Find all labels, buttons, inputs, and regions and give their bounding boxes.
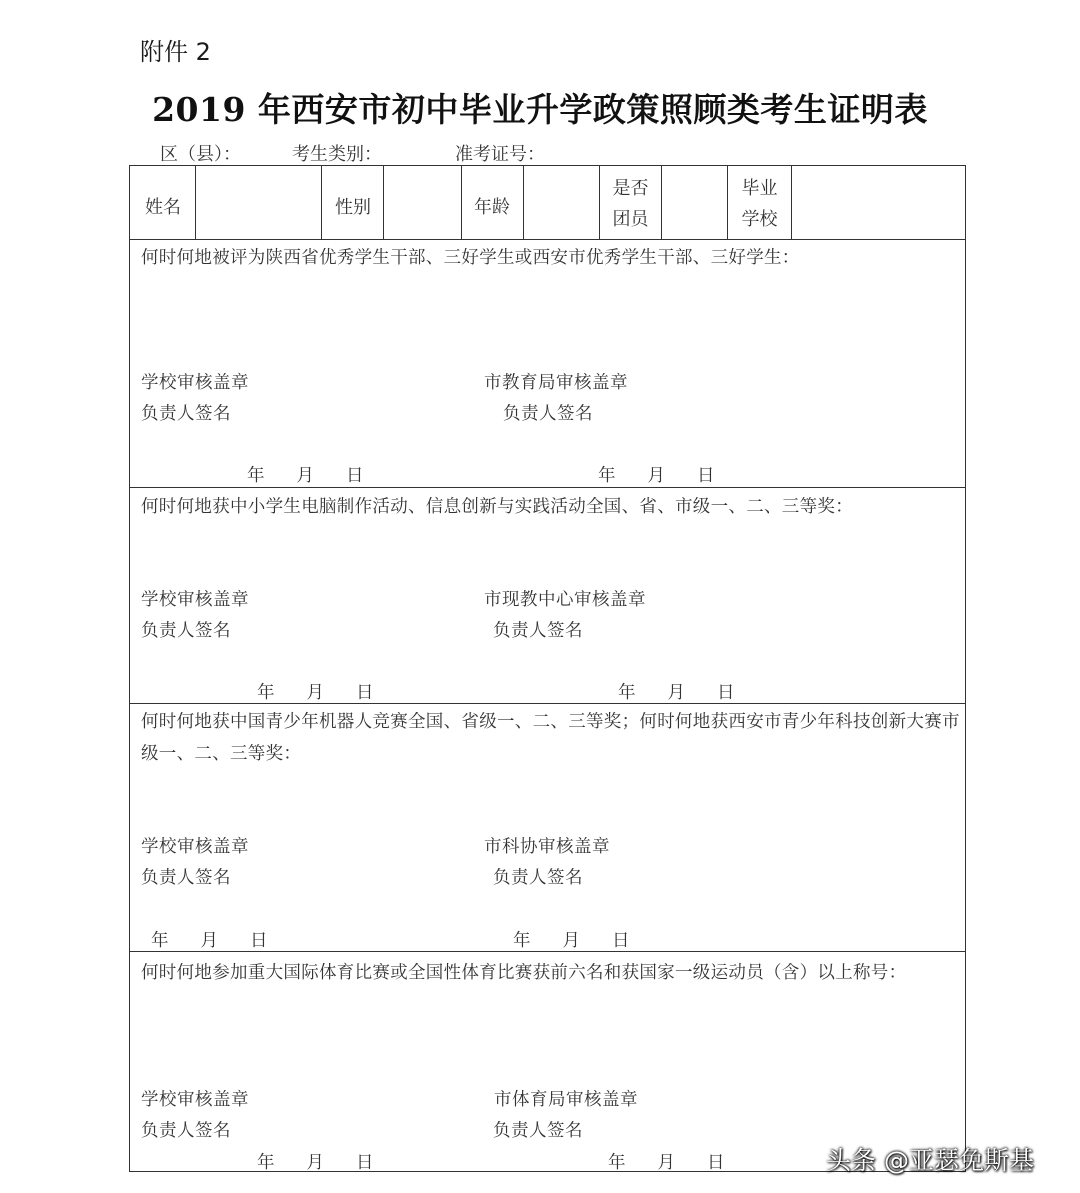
date-year: 年 <box>247 466 265 486</box>
authority-signature-label: 负责人签名 <box>503 404 593 424</box>
school-signature-label: 负责人签名 <box>141 1121 231 1141</box>
date-year: 年 <box>257 683 275 703</box>
date-day: 日 <box>356 683 374 703</box>
category-label: 考生类别： <box>292 144 382 165</box>
date-month: 月 <box>657 1153 675 1173</box>
gender-value-cell[interactable] <box>385 166 460 238</box>
age-label: 年龄 <box>474 197 510 218</box>
date-day: 日 <box>250 931 268 951</box>
date-month: 月 <box>306 683 324 703</box>
date-year: 年 <box>151 931 169 951</box>
school-review-stamp: 学校审核盖章 <box>141 373 249 393</box>
date-year: 年 <box>257 1153 275 1173</box>
date-year: 年 <box>598 466 616 486</box>
divider <box>130 239 965 240</box>
school-signature-label: 负责人签名 <box>141 404 231 424</box>
divider <box>383 166 384 239</box>
annex-label: 附件 2 <box>140 38 211 66</box>
graduate-school-value-cell[interactable] <box>793 166 964 238</box>
school-review-stamp: 学校审核盖章 <box>141 1090 249 1110</box>
divider <box>523 166 524 239</box>
date-month: 月 <box>200 931 218 951</box>
graduate-school-label-line1: 毕业 <box>741 178 778 199</box>
certificate-table <box>129 165 966 1172</box>
league-member-label-line2: 团员 <box>612 209 649 230</box>
school-signature-label: 负责人签名 <box>141 621 231 641</box>
school-date <box>151 927 268 952</box>
divider <box>195 166 196 239</box>
name-label: 姓名 <box>145 197 181 218</box>
graduate-school-label <box>728 173 791 235</box>
divider <box>130 703 965 704</box>
divider <box>461 166 462 239</box>
school-date <box>257 1149 374 1174</box>
authority-date <box>618 679 735 704</box>
date-month: 月 <box>306 1153 324 1173</box>
date-year: 年 <box>513 931 531 951</box>
date-day: 日 <box>346 466 364 486</box>
section-question: 何时何地获中小学生电脑制作活动、信息创新与实践活动全国、省、市级一、二、三等奖： <box>141 497 853 517</box>
authority-signature-label: 负责人签名 <box>493 868 583 888</box>
authority-date <box>598 462 715 487</box>
date-month: 月 <box>647 466 665 486</box>
date-day: 日 <box>717 683 735 703</box>
divider <box>791 166 792 239</box>
divider <box>661 166 662 239</box>
date-day: 日 <box>697 466 715 486</box>
authority-review-stamp: 市科协审核盖章 <box>484 837 610 857</box>
school-review-stamp: 学校审核盖章 <box>141 590 249 610</box>
source-watermark: 头条 @亚瑟免斯基 <box>826 1146 1034 1175</box>
date-month: 月 <box>562 931 580 951</box>
date-day: 日 <box>356 1153 374 1173</box>
authority-date <box>608 1149 725 1174</box>
section-question: 何时何地被评为陕西省优秀学生干部、三好学生或西安市优秀学生干部、三好学生： <box>141 248 800 268</box>
name-value-cell[interactable] <box>197 166 320 238</box>
graduate-school-label-line2: 学校 <box>741 209 778 230</box>
authority-review-stamp: 市体育局审核盖章 <box>494 1090 638 1110</box>
divider <box>321 166 322 239</box>
school-review-stamp: 学校审核盖章 <box>141 837 249 857</box>
date-year: 年 <box>608 1153 626 1173</box>
authority-date <box>513 927 630 952</box>
section-question: 何时何地获中国青少年机器人竞赛全国、省级一、二、三等奖；何时何地获西安市青少年科技创新大赛市级一、二、三等奖： <box>141 712 960 764</box>
school-signature-label: 负责人签名 <box>141 868 231 888</box>
divider <box>130 487 965 488</box>
league-member-label-line1: 是否 <box>612 178 649 199</box>
school-date <box>247 462 364 487</box>
league-member-label <box>600 173 661 235</box>
form-title: 2019 年西安市初中毕业升学政策照顾类考生证明表 <box>152 90 928 129</box>
authority-review-stamp: 市教育局审核盖章 <box>484 373 628 393</box>
school-date <box>257 679 374 704</box>
authority-signature-label: 负责人签名 <box>493 1121 583 1141</box>
authority-signature-label: 负责人签名 <box>493 621 583 641</box>
date-year: 年 <box>618 683 636 703</box>
league-member-value-cell[interactable] <box>663 166 726 238</box>
district-label: 区（县）： <box>160 144 241 165</box>
exam-number-label: 准考证号： <box>455 144 545 165</box>
age-value-cell[interactable] <box>525 166 598 238</box>
date-month: 月 <box>296 466 314 486</box>
section-question: 何时何地参加重大国际体育比赛或全国性体育比赛获前六名和获国家一级运动员（含）以上称号： <box>141 963 907 983</box>
gender-label: 性别 <box>335 197 371 218</box>
date-month: 月 <box>667 683 685 703</box>
date-day: 日 <box>707 1153 725 1173</box>
date-day: 日 <box>612 931 630 951</box>
authority-review-stamp: 市现教中心审核盖章 <box>484 590 646 610</box>
